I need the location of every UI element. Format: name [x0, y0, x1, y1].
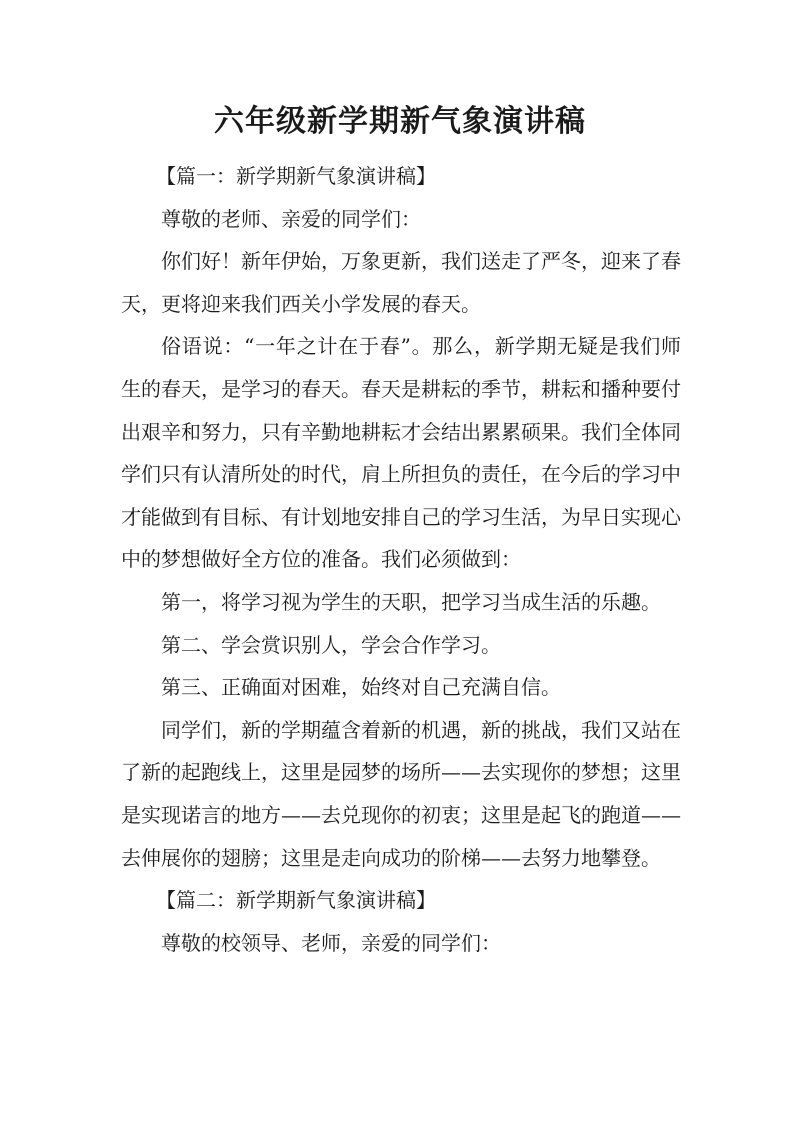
- salutation-2: 尊敬的校领导、老师，亲爱的同学们：: [161, 930, 501, 955]
- paragraph-greeting: 你们好！新年伊始，万象更新，我们送走了严冬，迎来了春天，更将迎来我们西关小学发展的春天。: [121, 249, 681, 316]
- paragraph-conclusion: 同学们，新的学期蕴含着新的机遇，新的挑战，我们又站在了新的起跑线上，这里是园梦的场所——去实现你的梦想；这里是实现诺言的地方——去兑现你的初衷；这里是起飞的跑道——去伸展你的翅膀；这里是走向成功的阶梯——去努力地攀登。: [121, 717, 681, 870]
- point-third: 第三、正确面对困难，始终对自己充满自信。: [161, 675, 561, 700]
- paragraph-spring: 俗语说：“一年之计在于春”。那么，新学期无疑是我们师生的春天，是学习的春天。春天是耕耘的季节，耕耘和播种要付出艰辛和努力，只有辛勤地耕耘才会结出累累硕果。我们全体同学们只有认清所处的时代，肩上所担负的责任，在今后的学习中才能做到有目标、有计划地安排自己的学习生活，为早日实现心中的梦想做好全方位的准备。我们必须做到：: [121, 334, 681, 572]
- point-first: 第一，将学习视为学生的天职，把学习当成生活的乐趣。: [161, 589, 661, 614]
- salutation-1: 尊敬的老师、亲爱的同学们：: [161, 206, 421, 231]
- section-heading-1: 【篇一：新学期新气象演讲稿】: [156, 164, 436, 188]
- document-title: 六年级新学期新气象演讲稿: [214, 104, 586, 139]
- section-heading-2: 【篇二：新学期新气象演讲稿】: [156, 888, 436, 913]
- document-body: [121, 155, 681, 964]
- point-second: 第二、学会赏识别人，学会合作学习。: [161, 632, 501, 657]
